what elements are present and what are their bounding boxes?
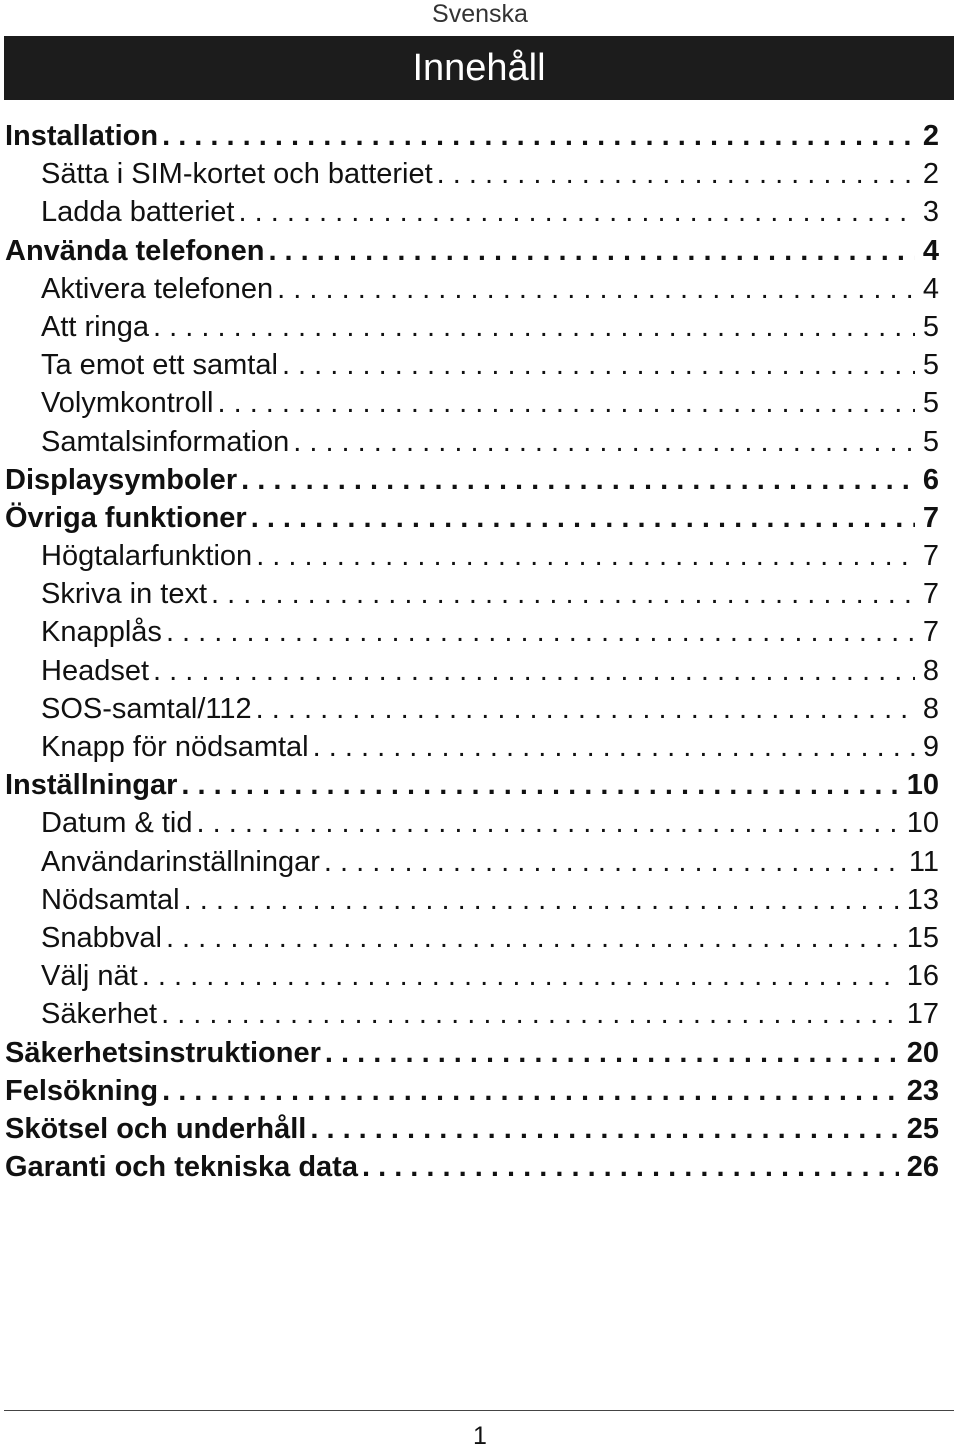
- toc-dot-leader: [256, 537, 915, 575]
- toc-entry-page: 23: [906, 1074, 939, 1107]
- toc-subsection-entry[interactable]: [5, 995, 939, 1033]
- toc-entry-title: Sätta i SIM-kortet och batteriet: [41, 158, 433, 191]
- toc-entry-page: 11: [908, 845, 939, 878]
- toc-entry-title: Felsökning: [5, 1074, 159, 1107]
- toc-entry-page: 10: [906, 769, 939, 802]
- toc-entry-page: 2: [922, 120, 939, 152]
- toc-dot-leader: [324, 843, 901, 881]
- toc-entry-page: 10: [906, 807, 939, 840]
- toc-entry-page: 8: [922, 692, 939, 725]
- toc-dot-leader: [238, 193, 914, 231]
- toc-section-entry[interactable]: [5, 766, 939, 804]
- toc-subsection-entry[interactable]: [5, 575, 939, 613]
- toc-entry-page: 20: [906, 1036, 939, 1069]
- page-number: 1: [473, 1422, 487, 1450]
- toc-subsection-entry[interactable]: [5, 270, 939, 308]
- toc-entry-title: Aktivera telefonen: [41, 272, 274, 305]
- toc-entry-title: Övriga funktioner: [5, 501, 247, 534]
- toc-entry-title: Samtalsinformation: [41, 425, 290, 458]
- toc-entry-page: 7: [922, 501, 939, 534]
- toc-subsection-entry[interactable]: [5, 728, 939, 766]
- toc-dot-leader: [197, 804, 899, 842]
- toc-subsection-entry[interactable]: [5, 613, 939, 651]
- toc-entry-title: Nödsamtal: [41, 883, 180, 916]
- toc-dot-leader: [251, 499, 915, 537]
- toc-subsection-entry[interactable]: [5, 843, 939, 881]
- toc-entry-title: Säkerhet: [41, 998, 158, 1031]
- toc-entry-page: 2: [922, 158, 939, 191]
- toc-section-entry[interactable]: [5, 1110, 939, 1148]
- toc-entry-page: 6: [922, 463, 939, 496]
- toc-entry-title: Använda telefonen: [5, 234, 265, 267]
- toc-subsection-entry[interactable]: [5, 308, 939, 346]
- toc-entry-title: Säkerhetsinstruktioner: [5, 1036, 321, 1069]
- toc-dot-leader: [325, 1034, 899, 1072]
- toc-entry-title: Installation: [5, 120, 159, 152]
- toc-entry-title: Headset: [41, 654, 150, 687]
- toc-section-entry[interactable]: [5, 1148, 939, 1186]
- toc-entry-page: 25: [906, 1112, 939, 1145]
- toc-section-entry[interactable]: [5, 499, 939, 537]
- toc-dot-leader: [293, 423, 915, 461]
- toc-entry-page: 17: [906, 998, 939, 1031]
- toc-section-entry[interactable]: [5, 232, 939, 270]
- toc-entry-title: Ta emot ett samtal: [41, 349, 278, 382]
- toc-entry-title: Skriva in text: [41, 578, 207, 611]
- toc-subsection-entry[interactable]: [5, 537, 939, 575]
- toc-entry-title: SOS-samtal/112: [41, 692, 252, 725]
- toc-dot-leader: [166, 919, 899, 957]
- toc-entry-title: Volymkontroll: [41, 387, 214, 420]
- toc-dot-leader: [166, 613, 915, 651]
- toc-dot-leader: [211, 575, 915, 613]
- toc-dot-leader: [162, 1072, 899, 1110]
- toc-entry-page: 16: [906, 960, 939, 993]
- toc-dot-leader: [161, 995, 899, 1033]
- title-banner: [4, 36, 954, 100]
- toc-section-entry[interactable]: [5, 1072, 939, 1110]
- table-of-contents: [5, 117, 939, 1186]
- footer-divider: [4, 1410, 954, 1411]
- toc-entry-title: Knapplås: [41, 616, 162, 649]
- toc-subsection-entry[interactable]: [5, 193, 939, 231]
- language-label: Svenska: [432, 0, 528, 28]
- toc-entry-title: Knapp för nödsamtal: [41, 731, 309, 763]
- toc-entry-title: Att ringa: [41, 310, 149, 343]
- toc-entry-page: 4: [922, 272, 939, 305]
- toc-entry-page: 5: [922, 387, 939, 420]
- toc-subsection-entry[interactable]: [5, 957, 939, 995]
- toc-dot-leader: [437, 155, 915, 193]
- toc-dot-leader: [268, 232, 914, 270]
- toc-dot-leader: [282, 346, 915, 384]
- toc-subsection-entry[interactable]: [5, 690, 939, 728]
- toc-entry-page: 9: [922, 731, 939, 763]
- toc-subsection-entry[interactable]: [5, 384, 939, 422]
- page-title: Innehåll: [412, 46, 546, 89]
- toc-entry-title: Displaysymboler: [5, 463, 238, 496]
- toc-entry-title: Snabbval: [41, 921, 162, 954]
- toc-entry-title: Garanti och tekniska data: [5, 1151, 358, 1184]
- toc-subsection-entry[interactable]: [5, 881, 939, 919]
- toc-entry-title: Datum & tid: [41, 807, 193, 840]
- toc-entry-title: Inställningar: [5, 769, 178, 802]
- toc-dot-leader: [142, 957, 899, 995]
- toc-dot-leader: [217, 384, 914, 422]
- toc-dot-leader: [153, 308, 915, 346]
- toc-dot-leader: [153, 652, 915, 690]
- toc-entry-page: 15: [906, 921, 939, 954]
- toc-subsection-entry[interactable]: [5, 155, 939, 193]
- toc-entry-page: 26: [906, 1151, 939, 1184]
- toc-entry-page: 3: [922, 196, 939, 229]
- toc-entry-title: Skötsel och underhåll: [5, 1112, 307, 1145]
- toc-subsection-entry[interactable]: [5, 804, 939, 842]
- toc-entry-title: Användarinställningar: [41, 845, 320, 878]
- toc-entry-page: 7: [922, 578, 939, 611]
- toc-dot-leader: [277, 270, 915, 308]
- toc-dot-leader: [184, 881, 899, 919]
- toc-entry-page: 4: [922, 234, 939, 267]
- toc-dot-leader: [310, 1110, 898, 1148]
- toc-entry-page: 7: [922, 616, 939, 649]
- toc-entry-page: 5: [922, 349, 939, 382]
- toc-section-entry[interactable]: [5, 1034, 939, 1072]
- toc-entry-title: Ladda batteriet: [41, 196, 235, 229]
- toc-entry-page: 13: [906, 883, 939, 916]
- toc-dot-leader: [313, 728, 915, 766]
- toc-subsection-entry[interactable]: [5, 652, 939, 690]
- toc-dot-leader: [241, 461, 915, 499]
- toc-entry-page: 8: [922, 654, 939, 687]
- toc-dot-leader: [181, 766, 898, 804]
- toc-subsection-entry[interactable]: [5, 919, 939, 957]
- toc-subsection-entry[interactable]: [5, 423, 939, 461]
- toc-dot-leader: [362, 1148, 899, 1186]
- toc-dot-leader: [256, 690, 915, 728]
- toc-entry-title: Högtalarfunktion: [41, 540, 253, 573]
- toc-dot-leader: [162, 117, 915, 155]
- toc-entry-page: 5: [922, 425, 939, 458]
- toc-section-entry[interactable]: [5, 461, 939, 499]
- toc-entry-title: Välj nät: [41, 960, 138, 993]
- toc-entry-page: 7: [922, 540, 939, 573]
- toc-section-entry[interactable]: [5, 117, 939, 155]
- toc-subsection-entry[interactable]: [5, 346, 939, 384]
- toc-entry-page: 5: [922, 310, 939, 343]
